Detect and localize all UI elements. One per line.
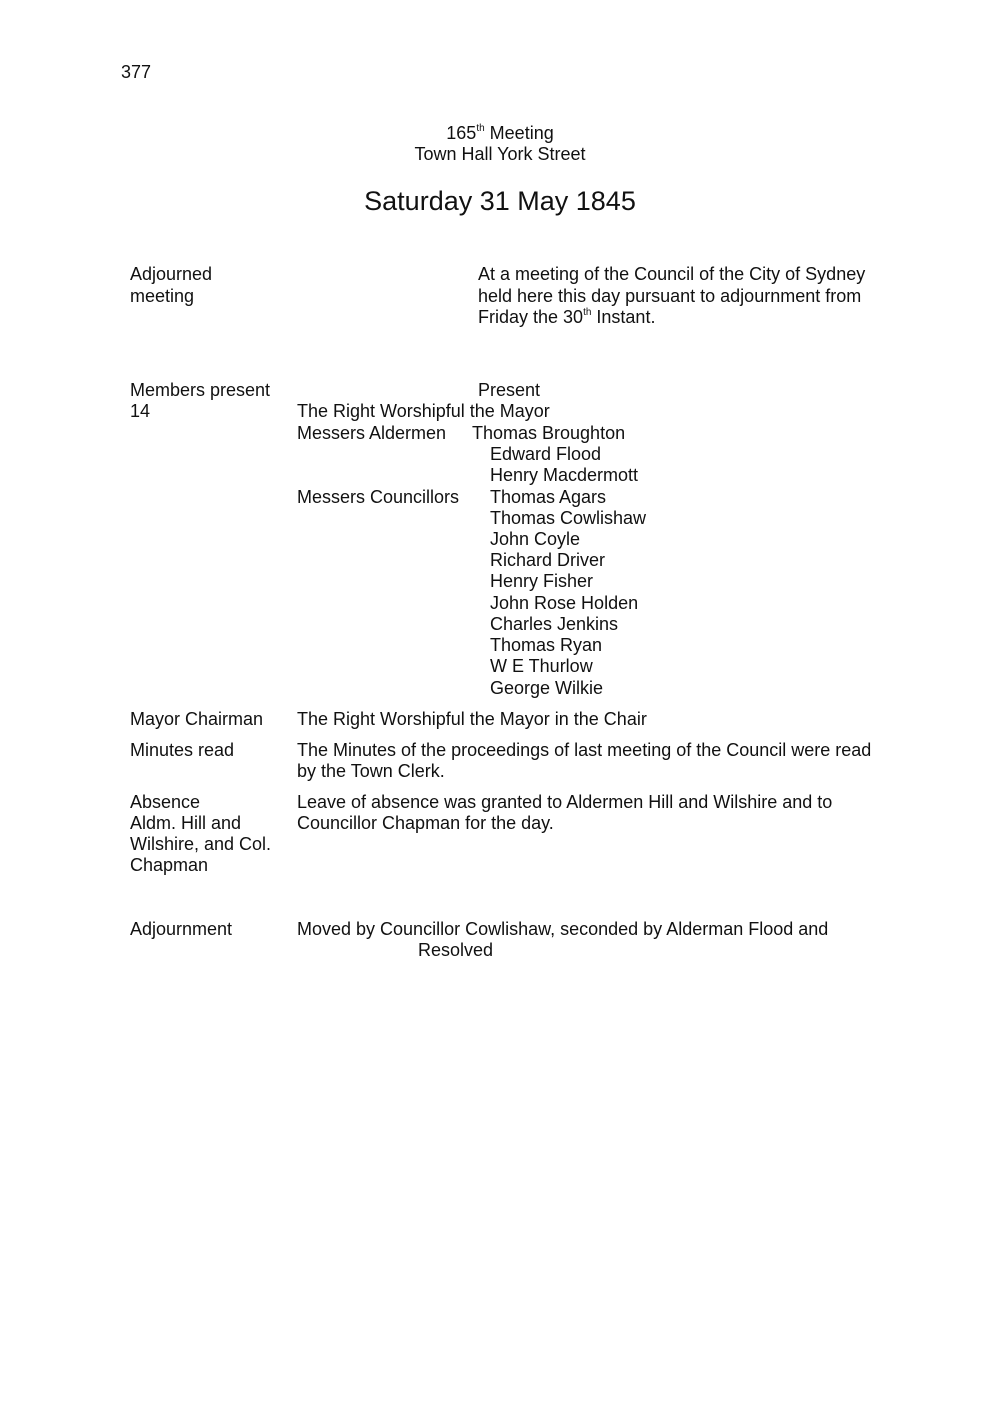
meeting-word: Meeting [484, 123, 554, 143]
aldermen-label: Messers Aldermen [297, 423, 447, 443]
chair-label: Mayor Chairman [130, 709, 264, 729]
adjournment-text-line2: Resolved [418, 940, 494, 960]
meeting-number: 165 [446, 123, 477, 143]
councillor-name: Thomas Agars [490, 487, 607, 507]
alderman-name: Thomas Broughton [472, 423, 626, 443]
adjournment-text-line1: Moved by Councillor Cowlishaw, seconded by Alderman Flood and [297, 919, 829, 939]
adjourned-text-line3-post: Instant. [591, 307, 656, 327]
adjourned-text-line3 [478, 307, 655, 328]
alderman-name: Henry Macdermott [490, 465, 639, 485]
absence-label: Chapman [130, 855, 209, 875]
adjourned-text-line2: held here this day pursuant to adjournment from [478, 286, 862, 306]
alderman-name: Edward Flood [490, 444, 602, 464]
councillor-name: W E Thurlow [490, 656, 593, 676]
councillor-name: Richard Driver [490, 550, 606, 570]
adjourned-label-line1: Adjourned [130, 264, 213, 284]
meeting-number-line [0, 123, 1000, 144]
minutes-text-line2: by the Town Clerk. [297, 761, 445, 781]
absence-text-line1: Leave of absence was granted to Aldermen Hill and Wilshire and to [297, 792, 833, 812]
members-count: 14 [130, 401, 151, 421]
absence-text-line2: Councillor Chapman for the day. [297, 813, 554, 833]
adjournment-label: Adjournment [130, 919, 233, 939]
page-number: 377 [121, 62, 152, 82]
meeting-number-suffix: th [476, 123, 485, 134]
adjourned-text-line3-pre: Friday the 30 [478, 307, 584, 327]
councillor-name: John Rose Holden [490, 593, 639, 613]
minutes-label: Minutes read [130, 740, 235, 760]
councillor-name: Thomas Ryan [490, 635, 603, 655]
present-heading: Present [478, 380, 541, 400]
absence-label: Absence [130, 792, 201, 812]
chair-text: The Right Worshipful the Mayor in the Chair [297, 709, 647, 729]
absence-label: Wilshire, and Col. [130, 834, 272, 854]
mayor-entry: The Right Worshipful the Mayor [297, 401, 550, 421]
members-present-label: Members present [130, 380, 271, 400]
councillor-name: Henry Fisher [490, 571, 594, 591]
venue: Town Hall York Street [414, 144, 586, 164]
councillor-name: John Coyle [490, 529, 581, 549]
minutes-text-line1: The Minutes of the proceedings of last meeting of the Council were read [297, 740, 872, 760]
adjourned-text-line1: At a meeting of the Council of the City of Sydney [478, 264, 866, 284]
councillors-label: Messers Councillors [297, 487, 460, 507]
meeting-date-title: Saturday 31 May 1845 [364, 186, 636, 216]
councillor-name: Thomas Cowlishaw [490, 508, 647, 528]
absence-label: Aldm. Hill and [130, 813, 242, 833]
councillor-name: George Wilkie [490, 678, 604, 698]
adjourned-text-line3-sup: th [583, 307, 592, 318]
councillor-name: Charles Jenkins [490, 614, 619, 634]
adjourned-label-line2: meeting [130, 286, 195, 306]
